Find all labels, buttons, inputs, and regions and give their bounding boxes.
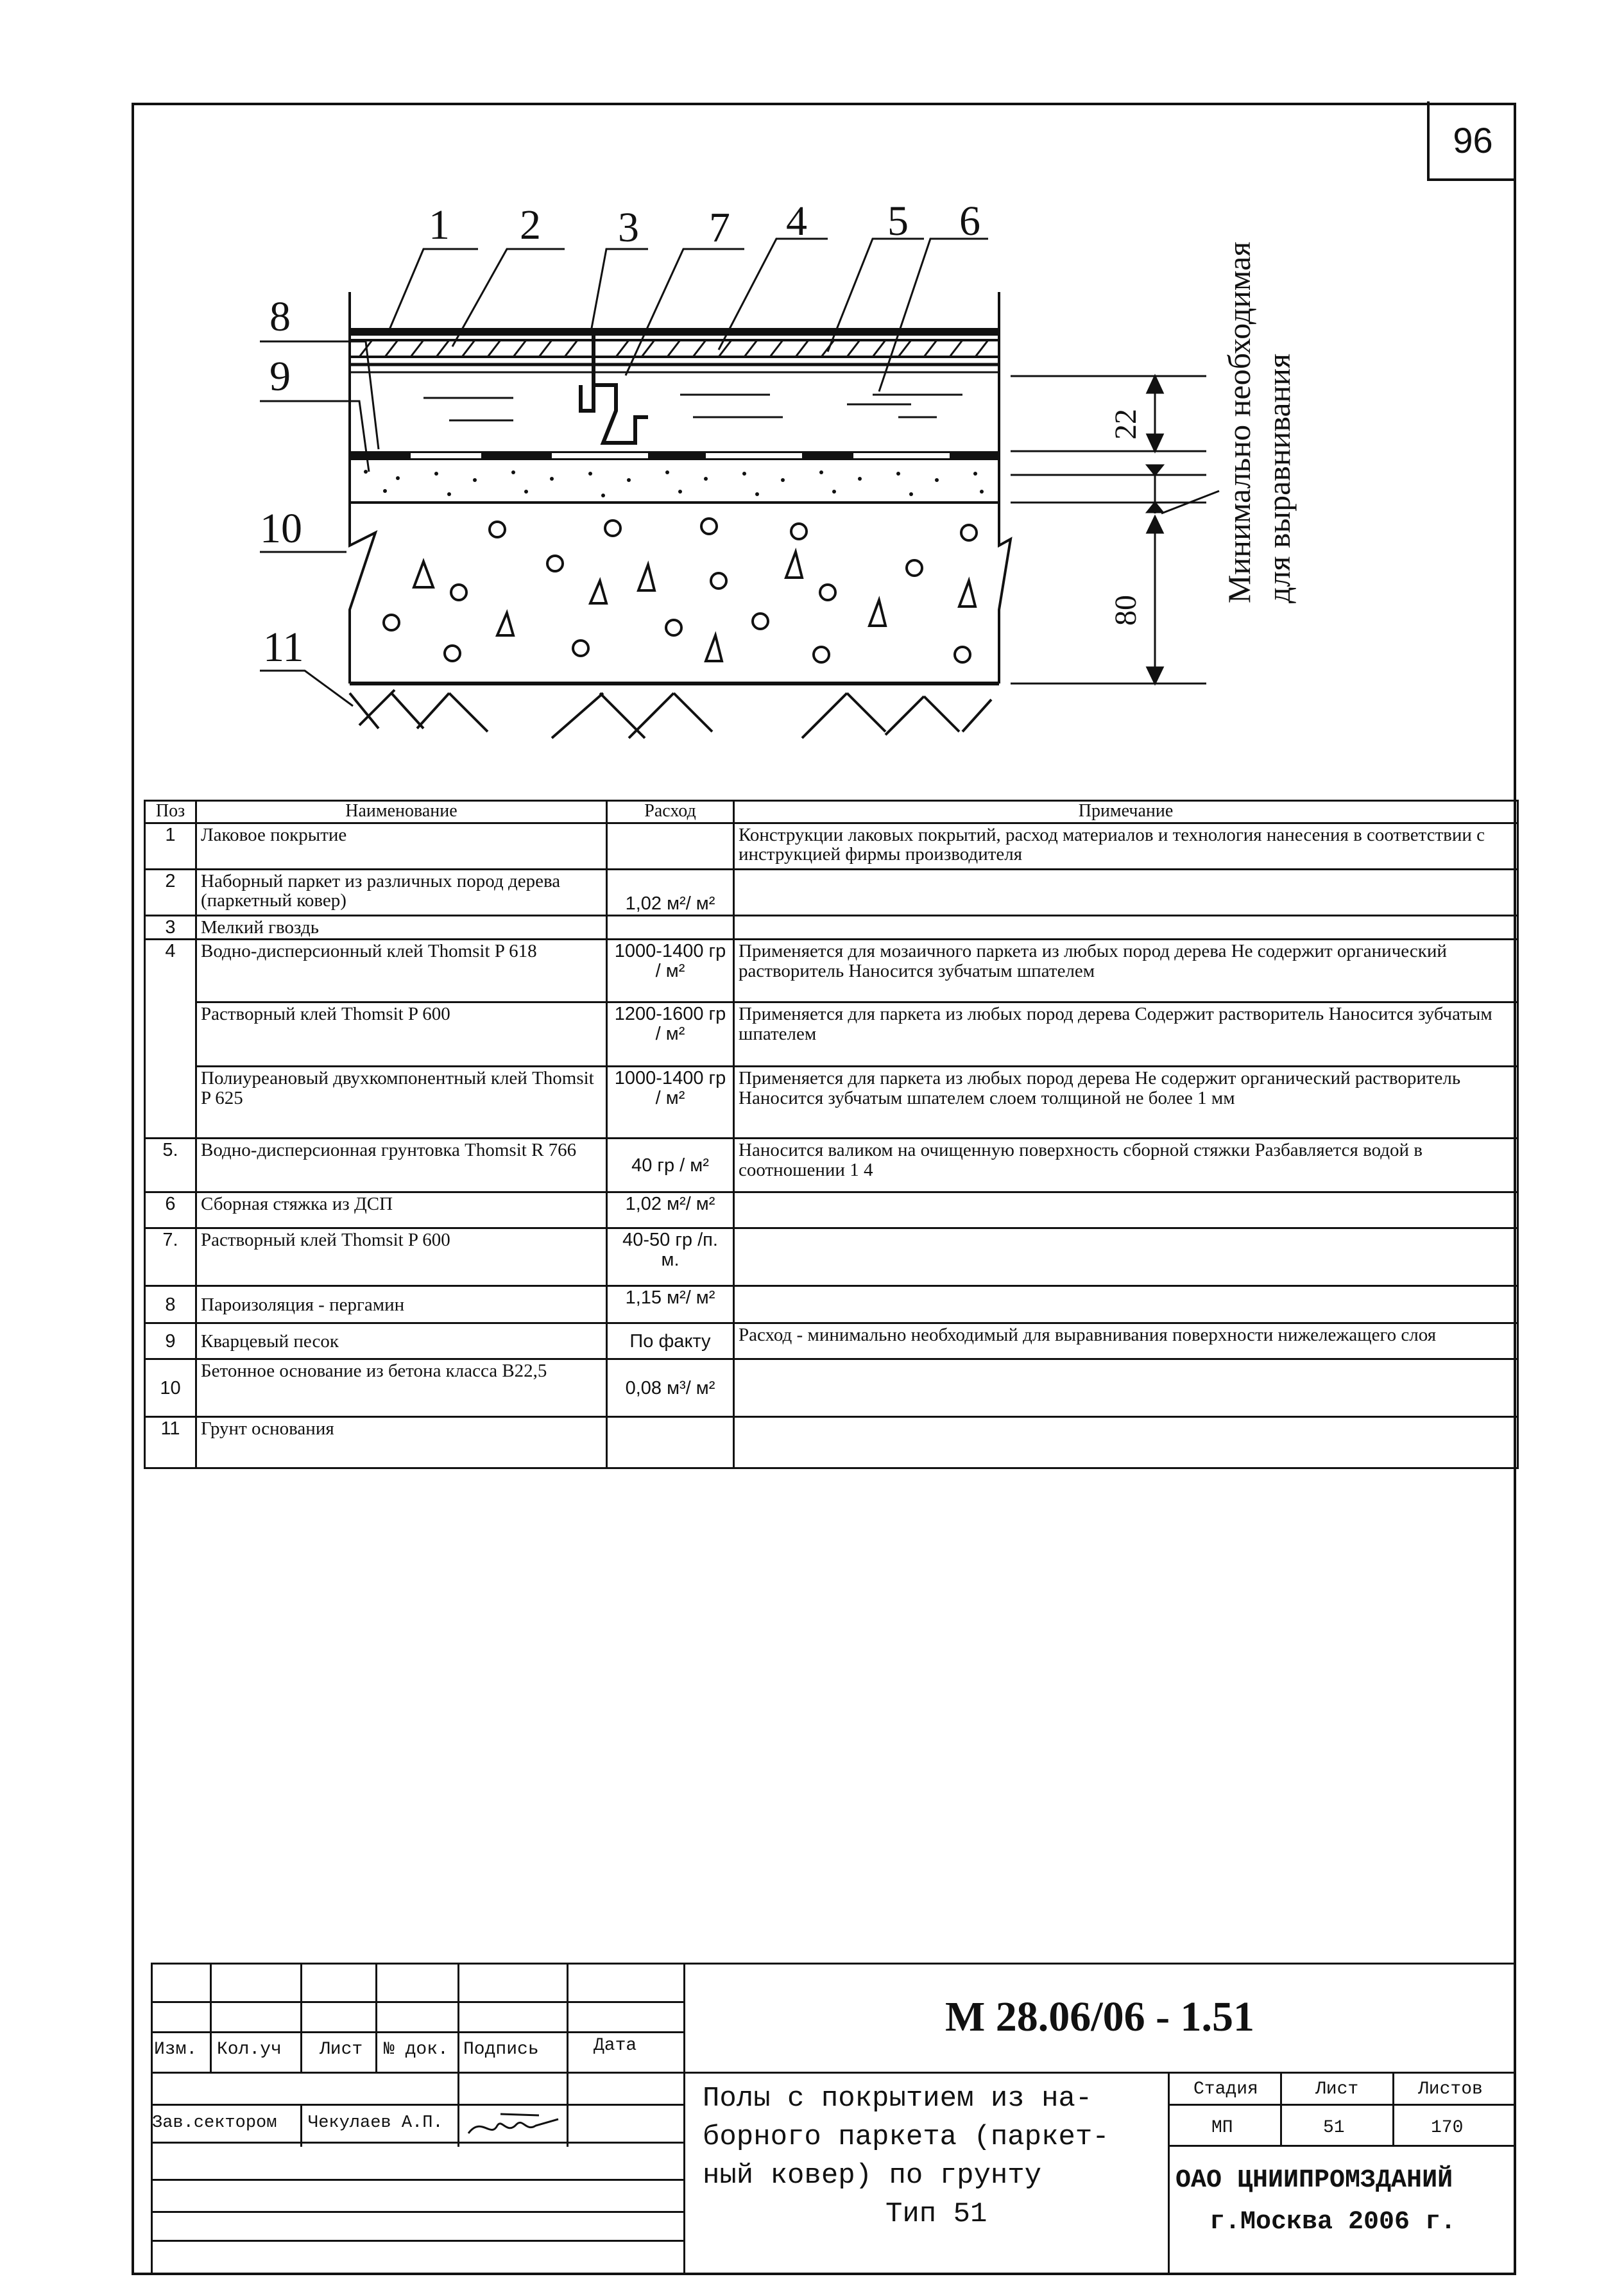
title-line3: ный ковер) по грунту bbox=[703, 2160, 1042, 2192]
row-note: Применяется для паркета из любых пород дерева Не содержит органический растворитель Наносится зубчатым шпателем слоем толщиной не более 1 мм bbox=[734, 1067, 1518, 1139]
title-line4: Тип 51 bbox=[885, 2198, 987, 2230]
title-line2: борного паркета (паркет- bbox=[703, 2121, 1109, 2153]
callout-5: 5 bbox=[887, 198, 909, 245]
table-row bbox=[145, 1417, 1518, 1468]
row-note bbox=[734, 1359, 1518, 1417]
callout-9: 9 bbox=[269, 353, 291, 400]
sheet-label: Лист bbox=[1315, 2079, 1359, 2099]
row-note: Конструкции лаковых покрытий, расход материалов и технология нанесения в соответствии с инструкцией фирмы производителя bbox=[734, 823, 1518, 870]
table-row bbox=[145, 1359, 1518, 1417]
table-row bbox=[145, 1286, 1518, 1323]
row-name: Лаковое покрытие bbox=[196, 823, 607, 870]
row-pos: 2 bbox=[145, 870, 196, 916]
table-row bbox=[145, 870, 1518, 916]
row-note: Применяется для паркета из любых пород дерева Содержит растворитель Наносится зубчатым шпателем bbox=[734, 1002, 1518, 1067]
row-name: Кварцевый песок bbox=[196, 1323, 607, 1359]
callout-10: 10 bbox=[260, 505, 302, 552]
row-pos: 10 bbox=[145, 1359, 196, 1417]
row-consumption: 0,08 м³/ м² bbox=[607, 1359, 734, 1417]
sheets-value: 170 bbox=[1431, 2118, 1464, 2138]
row-name: Наборный паркет из различных пород дерева (паркетный ковер) bbox=[196, 870, 607, 916]
row-pos bbox=[145, 1067, 196, 1139]
title-line1: Полы с покрытием из на- bbox=[703, 2083, 1093, 2115]
table-row bbox=[145, 1139, 1518, 1192]
callout-1: 1 bbox=[429, 202, 450, 248]
table-row bbox=[145, 1228, 1518, 1286]
col-izm: Изм. bbox=[154, 2040, 198, 2060]
row-consumption: 1000-1400 гр / м² bbox=[607, 1067, 734, 1139]
row-note: Наносится валиком на очищенную поверхность сборной стяжки Разбавляется водой в соотношении 1 4 bbox=[734, 1139, 1518, 1192]
row-pos: 3 bbox=[145, 916, 196, 940]
side-note-line2: для выравнивания bbox=[1261, 353, 1297, 603]
specification-table bbox=[144, 800, 1519, 1469]
table-row bbox=[145, 1192, 1518, 1228]
row-name: Мелкий гвоздь bbox=[196, 916, 607, 940]
signature bbox=[462, 2106, 565, 2145]
row-pos: 8 bbox=[145, 1286, 196, 1323]
callout-4: 4 bbox=[786, 198, 807, 245]
row-consumption: 1,02 м²/ м² bbox=[607, 1192, 734, 1228]
row-name: Растворный клей Thomsit P 600 bbox=[196, 1002, 607, 1067]
stage-value: МП bbox=[1211, 2118, 1233, 2138]
dimension-80: 80 bbox=[1109, 595, 1143, 626]
table-row bbox=[145, 940, 1518, 1002]
row-consumption: 40 гр / м² bbox=[607, 1139, 734, 1192]
table-row bbox=[145, 916, 1518, 940]
sheet-value: 51 bbox=[1323, 2118, 1345, 2138]
row-name: Растворный клей Thomsit P 600 bbox=[196, 1228, 607, 1286]
row-note bbox=[734, 916, 1518, 940]
row-pos: 7. bbox=[145, 1228, 196, 1286]
row-consumption: 1,02 м²/ м² bbox=[607, 870, 734, 916]
row-consumption bbox=[607, 823, 734, 870]
row-pos: 11 bbox=[145, 1417, 196, 1468]
row-note bbox=[734, 1286, 1518, 1323]
row-consumption: 40-50 гр /п. м. bbox=[607, 1228, 734, 1286]
row-name: Сборная стяжка из ДСП bbox=[196, 1192, 607, 1228]
row-consumption: По факту bbox=[607, 1323, 734, 1359]
row-name: Водно-дисперсионный клей Thomsit P 618 bbox=[196, 940, 607, 1002]
dimension-22: 22 bbox=[1109, 409, 1143, 440]
organization: ОАО ЦНИИПРОМЗДАНИЙ bbox=[1175, 2166, 1453, 2195]
col-list: Лист bbox=[320, 2040, 363, 2060]
table-row bbox=[145, 1067, 1518, 1139]
person: Чекулаев А.П. bbox=[308, 2113, 443, 2133]
row-consumption: 1,15 м²/ м² bbox=[607, 1286, 734, 1323]
row-note bbox=[734, 1192, 1518, 1228]
col-doc: № док. bbox=[384, 2040, 449, 2060]
row-note: Расход - минимально необходимый для выравнивания поверхности нижележащего слоя bbox=[734, 1323, 1518, 1359]
callout-6: 6 bbox=[959, 198, 980, 245]
row-name: Пароизоляция - пергамин bbox=[196, 1286, 607, 1323]
row-consumption bbox=[607, 1417, 734, 1468]
row-name: Полиуреановый двухкомпонентный клей Thomsit P 625 bbox=[196, 1067, 607, 1139]
header-consumption: Расход bbox=[607, 801, 734, 823]
stage-label: Стадия bbox=[1193, 2079, 1258, 2099]
table-row bbox=[145, 823, 1518, 870]
table-row bbox=[145, 1323, 1518, 1359]
callout-7: 7 bbox=[709, 204, 730, 251]
row-name: Грунт основания bbox=[196, 1417, 607, 1468]
row-note bbox=[734, 870, 1518, 916]
row-consumption: 1200-1600 гр / м² bbox=[607, 1002, 734, 1067]
table-row bbox=[145, 1002, 1518, 1067]
row-pos: 6 bbox=[145, 1192, 196, 1228]
city-year: г.Москва 2006 г. bbox=[1209, 2208, 1457, 2237]
row-note bbox=[734, 1228, 1518, 1286]
row-pos bbox=[145, 1002, 196, 1067]
callout-11: 11 bbox=[263, 624, 304, 671]
row-pos: 1 bbox=[145, 823, 196, 870]
callout-2: 2 bbox=[520, 202, 541, 248]
callout-3: 3 bbox=[618, 204, 639, 251]
row-name: Водно-дисперсионная грунтовка Thomsit R 766 bbox=[196, 1139, 607, 1192]
sheets-label: Листов bbox=[1418, 2079, 1483, 2099]
header-pos: Поз bbox=[145, 801, 196, 823]
row-pos: 9 bbox=[145, 1323, 196, 1359]
row-pos: 5. bbox=[145, 1139, 196, 1192]
document-code: М 28.06/06 - 1.51 bbox=[944, 1993, 1255, 2040]
row-name: Бетонное основание из бетона класса B22,5 bbox=[196, 1359, 607, 1417]
role: Зав.сектором bbox=[152, 2113, 277, 2133]
table-header bbox=[145, 801, 1518, 823]
side-note-line1: Минимально необходимая bbox=[1221, 241, 1257, 603]
header-note: Примечание bbox=[734, 801, 1518, 823]
col-sign: Подпись bbox=[463, 2040, 539, 2060]
page-number: 96 bbox=[1427, 101, 1516, 181]
row-consumption: 1000-1400 гр / м² bbox=[607, 940, 734, 1002]
col-date: Дата bbox=[594, 2036, 637, 2056]
floor-section-drawing bbox=[0, 0, 1624, 796]
row-pos: 4 bbox=[145, 940, 196, 1002]
row-note bbox=[734, 1417, 1518, 1468]
col-kol: Кол.уч bbox=[217, 2040, 282, 2060]
row-consumption bbox=[607, 916, 734, 940]
header-name: Наименование bbox=[196, 801, 607, 823]
row-note: Применяется для мозаичного паркета из любых пород дерева Не содержит органический растворитель Наносится зубчатым шпателем bbox=[734, 940, 1518, 1002]
callout-8: 8 bbox=[269, 293, 291, 340]
